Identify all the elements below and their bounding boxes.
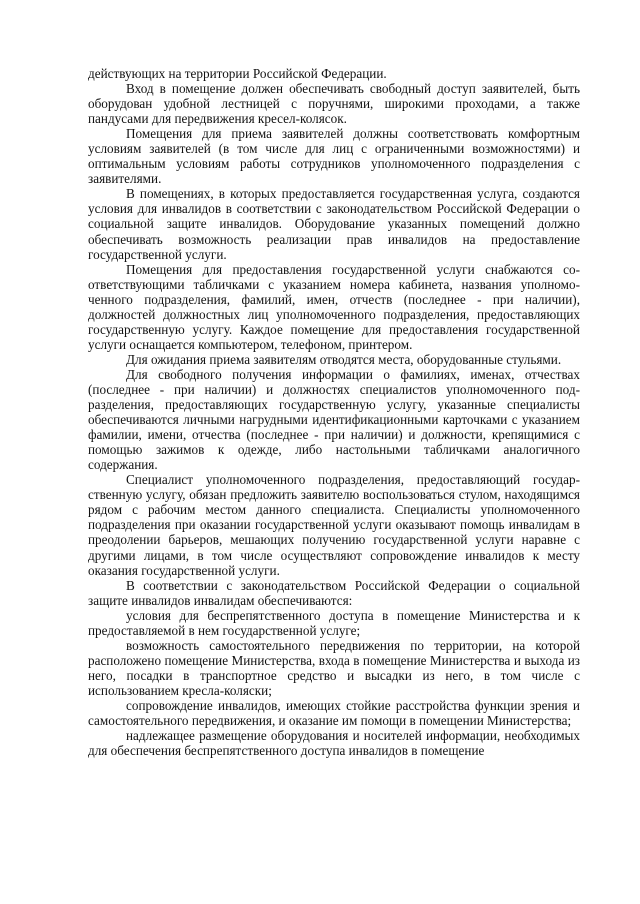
paragraph-access-conditions: условия для беспрепятственного доступа в помещение Министерства и к предоставляемой в нем государственной услуге;: [88, 607, 580, 638]
paragraph-equipment-placement: надлежащее размещение оборудования и носителей информации, необходимых для обеспечения беспрепятственного доступа инвалидов в помещение: [88, 728, 580, 759]
paragraph-staff-badges: Для свободного получения информации о фамилиях, именах, отчествах (последнее - при наличии) и должностях специалистов уполномоченного подразделения, предоставляющих государственную услугу, указанные специалисты обеспечиваются личными нагрудными идентификационными карточками с указанием фамилии, имени, отчества (последнее - при наличии) и должности, крепящимися с помощью зажимов к одежде, либо настольными табличками аналогичного содержания.: [88, 366, 580, 473]
paragraph-disability-conditions: В помещениях, в которых предоставляется государственная услуга, создаются условия для инвалидов в соответствии с законодательством Российской Федерации о социальной защите инвалидов. Оборудование указанных помещений должно обеспечивать возможность реализации прав инвалидов на предоставление государственной услуги.: [88, 186, 580, 262]
paragraph-waiting-area: Для ожидания приема заявителям отводятся места, оборудованные стульями.: [126, 351, 562, 367]
paragraph-reception-rooms: Помещения для приема заявителей должны соответствовать комфортным условиям заявителей (в том числе для лиц с ограниченными возможностями) и оптимальным условиям работы сотрудников уполномоченного подразделения с заявителями.: [88, 126, 580, 187]
paragraph-legislation: В соответствии с законодательством Российской Федерации о социальной защите инвалидов инвалидам обеспечиваются:: [88, 577, 580, 608]
document-page: [88, 66, 580, 758]
paragraph-continuation: действующих на территории Российской Федерации.: [88, 66, 387, 81]
paragraph-entrance: Вход в помещение должен обеспечивать свободный доступ заявителей, быть оборудован удобной лестницей с поручнями, широкими проходами, а также пандусами для передвижения кресел-колясок.: [88, 81, 580, 127]
paragraph-room-signs: Помещения для предоставления государственной услуги снабжаются соответствующими табличками с указанием номера кабинета, названия уполномоченного подразделения, фамилий, имен, отчеств (последнее - при наличии), должностей должностных лиц уполномоченного подразделения, предоставляющих государственную услугу. Каждое помещение для предоставления государственной услуги оснащается компьютером, телефоном, принтером.: [88, 261, 580, 352]
paragraph-escort: сопровождение инвалидов, имеющих стойкие расстройства функции зрения и самостоятельного передвижения, и оказание им помощи в помещении Министерства;: [88, 697, 580, 729]
paragraph-movement: возможность самостоятельного передвижения по территории, на которой расположено помещение Министерства, входа в помещение Министерства и выхода из него, посадки в транспортное средство и высадки из него, в том числе с использованием кресла-коляски;: [88, 637, 580, 698]
paragraph-specialist-duties: Специалист уполномоченного подразделения, предоставляющий государственную услугу, обязан предложить заявителю воспользоваться стулом, находящимся рядом с рабочим местом данного специалиста. Специалисты уполномоченного подразделения при оказании государственной услуги оказывают помощь инвалидам в преодолении барьеров, мешающих получению государственной услуги наравне с другими лицами, в том числе осуществляют сопровождение инвалидов к месту оказания государственной услуги.: [88, 472, 580, 578]
